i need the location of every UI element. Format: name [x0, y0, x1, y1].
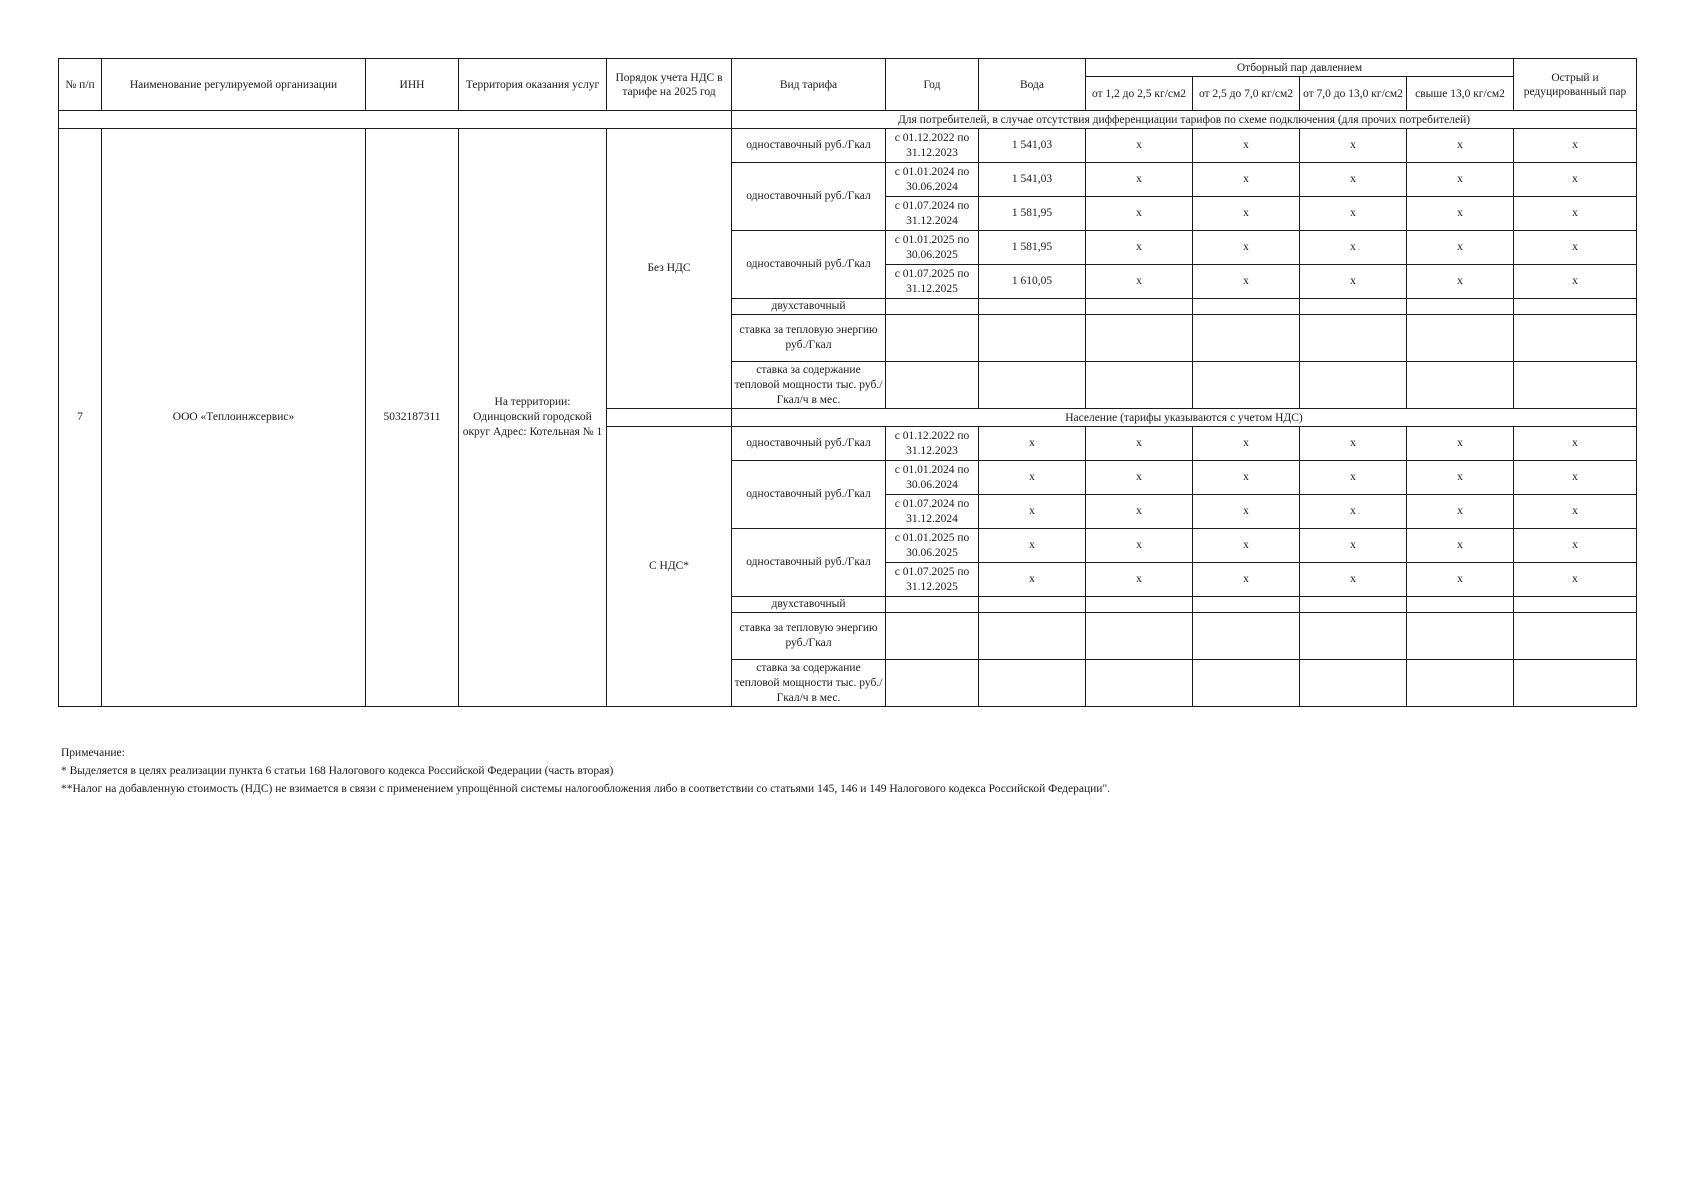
x-cell: х [1086, 231, 1193, 265]
tariff-type-double: двухставочный [732, 597, 886, 613]
x-cell: х [1407, 231, 1514, 265]
x-cell: х [1407, 563, 1514, 597]
tariff-type-single: одноставочный руб./Гкал [732, 129, 886, 163]
x-cell: х [1300, 129, 1407, 163]
empty-cell [1407, 362, 1514, 409]
section-population: Население (тарифы указываются с учетом НДС) [732, 409, 1637, 427]
header-steam: Отборный пар давлением [1086, 59, 1514, 77]
x-cell: х [1514, 129, 1637, 163]
empty-cell [1407, 299, 1514, 315]
note-2: **Налог на добавленную стоимость (НДС) не взимается в связи с применением упрощённой системы налогообложения либо в соответствии со статьями 145, 146 и 149 Налогового кодекса Российской Федерации". [61, 783, 1111, 795]
header-org-name: Наименование регулируемой организации [102, 59, 366, 111]
period-cell: с 01.12.2022 по 31.12.2023 [886, 129, 979, 163]
water-value: 1 581,95 [979, 231, 1086, 265]
x-cell: х [1300, 495, 1407, 529]
header-vat-order: Порядок учета НДС в тарифе на 2025 год [607, 59, 732, 111]
x-cell: х [1193, 163, 1300, 197]
water-value: 1 610,05 [979, 265, 1086, 299]
x-cell: х [1407, 163, 1514, 197]
empty-cell [1514, 315, 1637, 362]
water-value: х [979, 427, 1086, 461]
empty-cell [1086, 613, 1193, 660]
header-steam-col: от 2,5 до 7,0 кг/см2 [1193, 77, 1300, 111]
empty-cell [1086, 362, 1193, 409]
x-cell: х [1086, 129, 1193, 163]
period-cell: с 01.07.2024 по 31.12.2024 [886, 197, 979, 231]
empty-cell [1193, 597, 1300, 613]
tariff-type-single: одноставочный руб./Гкал [732, 461, 886, 529]
x-cell: х [1193, 197, 1300, 231]
period-cell: с 01.01.2024 по 30.06.2024 [886, 163, 979, 197]
x-cell: х [1514, 197, 1637, 231]
empty-cell [979, 315, 1086, 362]
empty-cell [1407, 597, 1514, 613]
empty-cell [1300, 315, 1407, 362]
x-cell: х [1086, 529, 1193, 563]
x-cell: х [1514, 461, 1637, 495]
x-cell: х [1193, 461, 1300, 495]
water-value: х [979, 461, 1086, 495]
header-steam-col: от 1,2 до 2,5 кг/см2 [1086, 77, 1193, 111]
empty-cell [886, 299, 979, 315]
empty-cell [1300, 597, 1407, 613]
water-value: х [979, 563, 1086, 597]
vat-without: Без НДС [607, 129, 732, 409]
empty-cell [1514, 362, 1637, 409]
tariff-energy-rate: ставка за тепловую энергию руб./Гкал [732, 613, 886, 660]
x-cell: х [1086, 495, 1193, 529]
section-spacer [607, 409, 732, 427]
x-cell: х [1193, 129, 1300, 163]
tariff-type-single: одноставочный руб./Гкал [732, 529, 886, 597]
header-num: № п/п [59, 59, 102, 111]
period-cell: с 01.07.2025 по 31.12.2025 [886, 563, 979, 597]
empty-cell [1193, 299, 1300, 315]
empty-cell [1514, 597, 1637, 613]
empty-cell [886, 315, 979, 362]
notes [61, 744, 1110, 798]
x-cell: х [1300, 163, 1407, 197]
notes-title: Примечание: [61, 747, 125, 759]
empty-cell [979, 597, 1086, 613]
x-cell: х [1086, 197, 1193, 231]
empty-cell [1086, 315, 1193, 362]
x-cell: х [1086, 563, 1193, 597]
x-cell: х [1300, 197, 1407, 231]
water-value: 1 581,95 [979, 197, 1086, 231]
tariff-energy-rate: ставка за тепловую энергию руб./Гкал [732, 315, 886, 362]
x-cell: х [1407, 197, 1514, 231]
x-cell: х [1514, 265, 1637, 299]
x-cell: х [1514, 495, 1637, 529]
empty-cell [1086, 597, 1193, 613]
note-1: * Выделяется в целях реализации пункта 6 статьи 168 Налогового кодекса Российской Федерации (часть вторая) [61, 765, 614, 777]
header-territory: Территория оказания услуг [459, 59, 607, 111]
empty-cell [1514, 613, 1637, 660]
x-cell: х [1300, 529, 1407, 563]
x-cell: х [1086, 163, 1193, 197]
tariff-table [58, 58, 1637, 707]
x-cell: х [1407, 495, 1514, 529]
water-value: х [979, 529, 1086, 563]
header-sharp-steam: Острый и редуцированный пар [1514, 59, 1637, 111]
x-cell: х [1300, 461, 1407, 495]
x-cell: х [1193, 529, 1300, 563]
empty-cell [979, 660, 1086, 707]
x-cell: х [1193, 495, 1300, 529]
period-cell: с 01.01.2024 по 30.06.2024 [886, 461, 979, 495]
tariff-type-single: одноставочный руб./Гкал [732, 163, 886, 231]
x-cell: х [1086, 265, 1193, 299]
x-cell: х [1407, 529, 1514, 563]
tariff-type-double: двухставочный [732, 299, 886, 315]
period-cell: с 01.07.2025 по 31.12.2025 [886, 265, 979, 299]
empty-cell [1407, 660, 1514, 707]
header-steam-col: свыше 13,0 кг/см2 [1407, 77, 1514, 111]
empty-cell [886, 597, 979, 613]
empty-cell [1300, 613, 1407, 660]
empty-cell [1514, 660, 1637, 707]
empty-cell [1300, 362, 1407, 409]
org-territory: На территории: Одинцовский городской округ Адрес: Котельная № 1 [459, 129, 607, 707]
water-value: 1 541,03 [979, 129, 1086, 163]
empty-cell [1300, 660, 1407, 707]
empty-cell [1193, 660, 1300, 707]
empty-cell [1193, 362, 1300, 409]
period-cell: с 01.01.2025 по 30.06.2025 [886, 231, 979, 265]
x-cell: х [1514, 427, 1637, 461]
x-cell: х [1300, 231, 1407, 265]
period-cell: с 01.07.2024 по 31.12.2024 [886, 495, 979, 529]
section-spacer [59, 111, 732, 129]
header-inn: ИНН [366, 59, 459, 111]
empty-cell [1300, 299, 1407, 315]
x-cell: х [1514, 231, 1637, 265]
empty-cell [979, 362, 1086, 409]
x-cell: х [1300, 563, 1407, 597]
x-cell: х [1193, 231, 1300, 265]
empty-cell [886, 613, 979, 660]
table-row [59, 111, 1637, 129]
org-name: ООО «Теплоинжсервис» [102, 129, 366, 707]
header-steam-col: от 7,0 до 13,0 кг/см2 [1300, 77, 1407, 111]
tariff-type-single: одноставочный руб./Гкал [732, 231, 886, 299]
x-cell: х [1193, 265, 1300, 299]
org-inn: 5032187311 [366, 129, 459, 707]
empty-cell [1407, 613, 1514, 660]
x-cell: х [1086, 461, 1193, 495]
table-row [59, 129, 1637, 163]
x-cell: х [1407, 129, 1514, 163]
vat-with: С НДС* [607, 427, 732, 707]
period-cell: с 01.12.2022 по 31.12.2023 [886, 427, 979, 461]
x-cell: х [1407, 461, 1514, 495]
tariff-capacity-rate: ставка за содержание тепловой мощности тыс. руб./Гкал/ч в мес. [732, 362, 886, 409]
x-cell: х [1514, 163, 1637, 197]
x-cell: х [1407, 427, 1514, 461]
x-cell: х [1514, 563, 1637, 597]
x-cell: х [1193, 563, 1300, 597]
x-cell: х [1514, 529, 1637, 563]
empty-cell [1407, 315, 1514, 362]
x-cell: х [1300, 265, 1407, 299]
tariff-capacity-rate: ставка за содержание тепловой мощности тыс. руб./Гкал/ч в мес. [732, 660, 886, 707]
x-cell: х [1193, 427, 1300, 461]
x-cell: х [1407, 265, 1514, 299]
water-value: 1 541,03 [979, 163, 1086, 197]
section-other-consumers: Для потребителей, в случае отсутствия дифференциации тарифов по схеме подключения (для прочих потребителей) [732, 111, 1637, 129]
empty-cell [1086, 660, 1193, 707]
header-water: Вода [979, 59, 1086, 111]
org-num: 7 [59, 129, 102, 707]
water-value: х [979, 495, 1086, 529]
header-tariff-type: Вид тарифа [732, 59, 886, 111]
empty-cell [886, 362, 979, 409]
empty-cell [979, 299, 1086, 315]
period-cell: с 01.01.2025 по 30.06.2025 [886, 529, 979, 563]
empty-cell [1193, 613, 1300, 660]
x-cell: х [1300, 427, 1407, 461]
empty-cell [1086, 299, 1193, 315]
empty-cell [886, 660, 979, 707]
header-year: Год [886, 59, 979, 111]
empty-cell [979, 613, 1086, 660]
x-cell: х [1086, 427, 1193, 461]
empty-cell [1514, 299, 1637, 315]
tariff-type-single: одноставочный руб./Гкал [732, 427, 886, 461]
empty-cell [1193, 315, 1300, 362]
table-body [59, 111, 1637, 707]
